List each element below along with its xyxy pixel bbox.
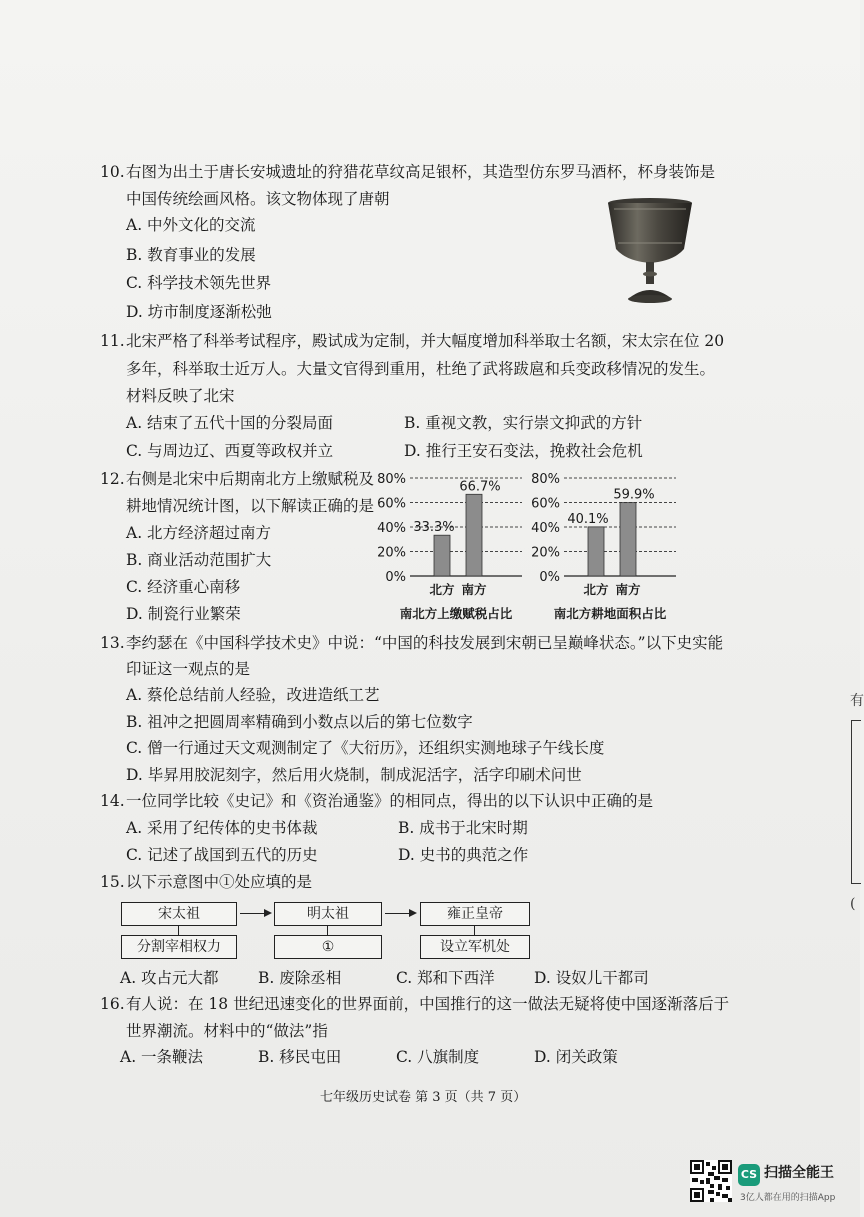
flow-box-yongzheng: 雍正皇帝 <box>420 902 530 926</box>
q16-option-a: A. 一条鞭法 <box>120 1048 204 1066</box>
q14-option-b: B. 成书于北宋时期 <box>398 819 528 837</box>
q11-option-a: A. 结束了五代十国的分裂局面 <box>126 414 334 432</box>
bar <box>434 535 450 576</box>
edge-mark-2: ( <box>850 896 856 912</box>
q13-option-a: A. 蔡伦总结前人经验，改进造纸工艺 <box>126 686 380 704</box>
q14-option-a: A. 采用了纪传体的史书体裁 <box>126 819 318 837</box>
q12-line1: 12.右侧是北宋中后期南北方上缴赋税及 <box>100 470 375 488</box>
q13-line2: 印证这一观点的是 <box>126 660 251 678</box>
flow-arrow-1 <box>240 913 270 914</box>
chart-farmland-share <box>524 462 684 624</box>
q13-line1: 13.李约瑟在《中国科学技术史》中说：“中国的科技发展到宋朝已呈巅峰状态。”以下史实能 <box>100 634 724 652</box>
silver-cup-image <box>604 197 696 307</box>
camscanner-logo-icon: CS <box>738 1164 760 1186</box>
flow-arrow-2 <box>385 913 415 914</box>
qr-code-icon <box>690 1160 732 1202</box>
bar <box>588 527 604 576</box>
q16-option-b: B. 移民屯田 <box>258 1048 342 1066</box>
q12-option-a: A. 北方经济超过南方 <box>126 524 272 542</box>
camscanner-tagline: 3亿人都在用的扫描App <box>740 1193 836 1203</box>
q14-option-c: C. 记述了战国到五代的历史 <box>126 846 318 864</box>
q16-option-d: D. 闭关政策 <box>534 1048 618 1066</box>
q13-option-b: B. 祖冲之把圆周率精确到小数点以后的第七位数字 <box>126 713 473 731</box>
flow-box-song-taizu: 宋太祖 <box>121 902 237 926</box>
camscanner-name: 扫描全能王 <box>764 1165 834 1181</box>
chart-tax-share <box>370 462 530 624</box>
q13-option-c: C. 僧一行通过天文观测制定了《大衍历》，还组织实测地球子午线长度 <box>126 739 605 757</box>
q10-option-b: B. 教育事业的发展 <box>126 246 256 264</box>
q11-option-d: D. 推行王安石变法，挽救社会危机 <box>404 442 643 460</box>
x-tick-label: 南方 <box>461 582 487 597</box>
data-label: 40.1% <box>567 511 609 527</box>
y-tick-label: 20% <box>531 545 560 561</box>
flow-box-ming-taizu: 明太祖 <box>274 902 382 926</box>
q12-line2: 耕地情况统计图，以下解读正确的是 <box>126 497 375 515</box>
q12-option-b: B. 商业活动范围扩大 <box>126 551 272 569</box>
q11-line3: 材料反映了北宋 <box>126 387 235 405</box>
q15-line1: 15.以下示意图中①处应填的是 <box>100 873 313 891</box>
q14-option-d: D. 史书的典范之作 <box>398 846 529 864</box>
edge-bracket <box>851 720 861 884</box>
x-tick-label: 北方 <box>583 582 609 597</box>
flow-connector-1 <box>178 926 179 935</box>
y-tick-label: 80% <box>377 472 406 487</box>
flow-box-song-action: 分割宰相权力 <box>121 935 237 959</box>
data-label: 59.9% <box>613 487 655 503</box>
q15-option-b: B. 废除丞相 <box>258 969 342 987</box>
chart-title: 南北方耕地面积占比 <box>553 606 667 621</box>
y-tick-label: 80% <box>531 472 560 487</box>
q16-line2: 世界潮流。材料中的“做法”指 <box>126 1022 328 1040</box>
y-tick-label: 60% <box>531 496 560 512</box>
flow-box-blank-1: ① <box>274 935 382 959</box>
q10-option-c: C. 科学技术领先世界 <box>126 274 272 292</box>
bar <box>466 494 482 576</box>
flow-box-junjichu: 设立军机处 <box>420 935 530 959</box>
y-tick-label: 40% <box>531 521 560 536</box>
q12-option-d: D. 制瓷行业繁荣 <box>126 605 241 623</box>
flow-connector-3 <box>474 926 475 935</box>
y-tick-label: 0% <box>539 570 560 585</box>
y-tick-label: 60% <box>377 496 406 512</box>
q16-option-c: C. 八旗制度 <box>396 1048 480 1066</box>
q11-option-c: C. 与周边辽、西夏等政权并立 <box>126 442 334 460</box>
bar <box>620 503 636 576</box>
x-tick-label: 南方 <box>615 582 641 597</box>
q10-line2: 中国传统绘画风格。该文物体现了唐朝 <box>126 190 390 208</box>
q11-line2: 多年，科举取士近万人。大量文官得到重用，杜绝了武将跋扈和兵变政移情况的发生。 <box>126 360 716 378</box>
q15-option-d: D. 设奴儿干都司 <box>534 969 649 987</box>
data-label: 66.7% <box>459 479 501 495</box>
q15-option-c: C. 郑和下西洋 <box>396 969 495 987</box>
data-label: 33.3% <box>413 520 455 536</box>
y-tick-label: 0% <box>385 570 406 585</box>
x-tick-label: 北方 <box>429 582 455 597</box>
q10-line1: 10.右图为出土于唐长安城遗址的狩猎花草纹高足银杯，其造型仿东罗马酒杯，杯身装饰是 <box>100 163 716 181</box>
q10-option-a: A. 中外文化的交流 <box>126 216 256 234</box>
flow-connector-2 <box>327 926 328 935</box>
y-tick-label: 20% <box>377 545 406 561</box>
page-footer: 七年级历史试卷 第 3 页（共 7 页） <box>320 1090 527 1105</box>
q12-option-c: C. 经济重心南移 <box>126 578 241 596</box>
q11-option-b: B. 重视文教，实行崇文抑武的方针 <box>404 414 643 432</box>
q13-option-d: D. 毕昇用胶泥刻字，然后用火烧制，制成泥活字，活字印刷术问世 <box>126 766 582 784</box>
q16-line1: 16.有人说：在 18 世纪迅速变化的世界面前，中国推行的这一做法无疑将使中国逐渐落后于 <box>100 995 730 1013</box>
q10-option-d: D. 坊市制度逐渐松弛 <box>126 303 272 321</box>
y-tick-label: 40% <box>377 521 406 536</box>
edge-mark-1: 有 <box>850 693 864 709</box>
q14-line1: 14.一位同学比较《史记》和《资治通鉴》的相同点，得出的以下认识中正确的是 <box>100 792 654 810</box>
q11-line1: 11.北宋严格了科举考试程序，殿试成为定制，并大幅度增加科举取士名额，宋太宗在位 20 <box>100 332 725 350</box>
chart-title: 南北方上缴赋税占比 <box>399 606 513 621</box>
q15-option-a: A. 攻占元大都 <box>120 969 219 987</box>
